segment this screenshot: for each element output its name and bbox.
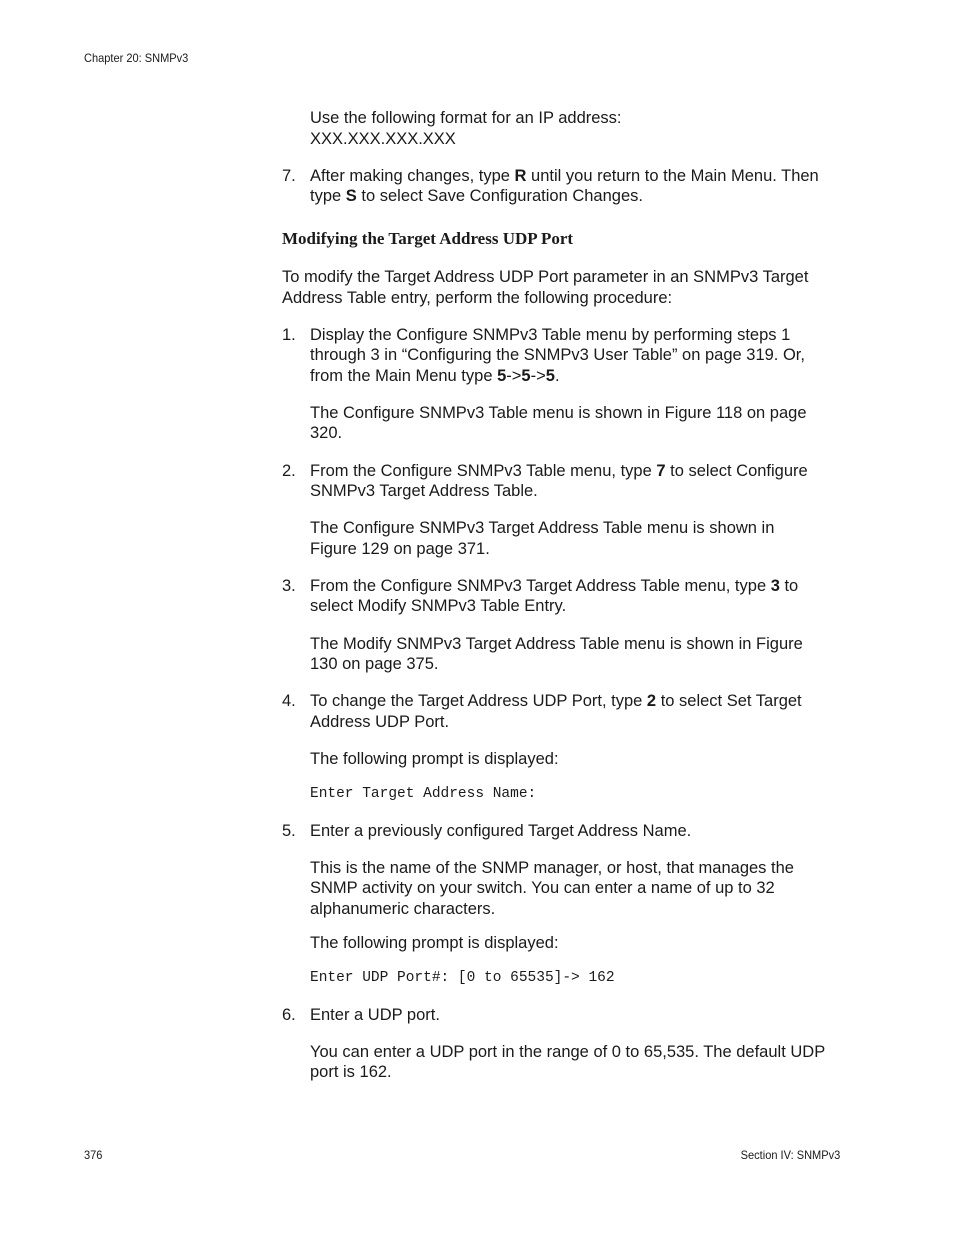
step-note: port is 162.: [310, 1063, 392, 1081]
step-text: Address UDP Port.: [310, 713, 450, 731]
step-text: After making changes, type R until you return to the Main Menu. Then: [310, 167, 819, 185]
prompt-intro: The following prompt is displayed:: [310, 934, 559, 952]
step-number: 2.: [282, 462, 296, 480]
key-label: 5: [521, 367, 531, 385]
step-note: 130 on page 375.: [310, 655, 439, 673]
step-number: 5.: [282, 822, 296, 840]
step-note: The Modify SNMPv3 Target Address Table menu is shown in Figure: [310, 635, 803, 653]
step-text: Display the Configure SNMPv3 Table menu by performing steps 1: [310, 326, 791, 344]
step-number: 3.: [282, 577, 296, 595]
step-text: To change the Target Address UDP Port, type 2 to select Set Target: [310, 692, 802, 710]
step-text: Enter a UDP port.: [310, 1006, 440, 1024]
step-number: 1.: [282, 326, 296, 344]
step-note: The Configure SNMPv3 Table menu is shown in Figure 118 on page: [310, 404, 807, 422]
prompt-intro: The following prompt is displayed:: [310, 750, 559, 768]
step-text: through 3 in “Configuring the SNMPv3 User Table” on page 319. Or,: [310, 346, 805, 364]
step-text: from the Main Menu type 5->5->5.: [310, 367, 560, 385]
cli-prompt: Enter Target Address Name:: [310, 786, 537, 802]
page-number: 376: [84, 1148, 103, 1162]
step-number: 7.: [282, 167, 296, 185]
key-label: 5: [497, 367, 507, 385]
cli-prompt: Enter UDP Port#: [0 to 65535]-> 162: [310, 970, 615, 986]
section-heading: Modifying the Target Address UDP Port: [282, 229, 574, 248]
step-note: This is the name of the SNMP manager, or host, that manages the: [310, 859, 794, 877]
key-label: 3: [770, 577, 780, 595]
step-number: 6.: [282, 1006, 296, 1024]
step-note: SNMP activity on your switch. You can enter a name of up to 32: [310, 879, 775, 897]
ip-format-example: XXX.XXX.XXX.XXX: [310, 130, 456, 148]
step-text: SNMPv3 Target Address Table.: [310, 482, 538, 500]
section-intro: Address Table entry, perform the following procedure:: [282, 289, 673, 307]
step-note: alphanumeric characters.: [310, 900, 496, 918]
key-label: 2: [646, 692, 657, 710]
key-label: S: [345, 187, 357, 205]
step-note: Figure 129 on page 371.: [310, 540, 490, 558]
step-note: 320.: [310, 424, 343, 442]
running-footer: Section IV: SNMPv3: [740, 1148, 840, 1162]
step-text: From the Configure SNMPv3 Table menu, type 7 to select Configure: [310, 462, 808, 480]
section-intro: To modify the Target Address UDP Port parameter in an SNMPv3 Target: [282, 268, 809, 286]
step-text: type S to select Save Configuration Changes.: [310, 187, 643, 205]
key-label: R: [514, 167, 527, 185]
step-text: Enter a previously configured Target Address Name.: [310, 822, 692, 840]
key-label: 7: [656, 462, 666, 480]
step-text: select Modify SNMPv3 Table Entry.: [310, 597, 567, 615]
running-header: Chapter 20: SNMPv3: [84, 51, 189, 65]
ip-format-text: Use the following format for an IP address:: [310, 109, 622, 127]
step-note: The Configure SNMPv3 Target Address Table menu is shown in: [310, 519, 775, 537]
key-label: 5: [545, 367, 555, 385]
step-note: You can enter a UDP port in the range of 0 to 65,535. The default UDP: [310, 1043, 826, 1061]
step-text: From the Configure SNMPv3 Target Address Table menu, type 3 to: [310, 577, 799, 595]
step-number: 4.: [282, 692, 296, 710]
